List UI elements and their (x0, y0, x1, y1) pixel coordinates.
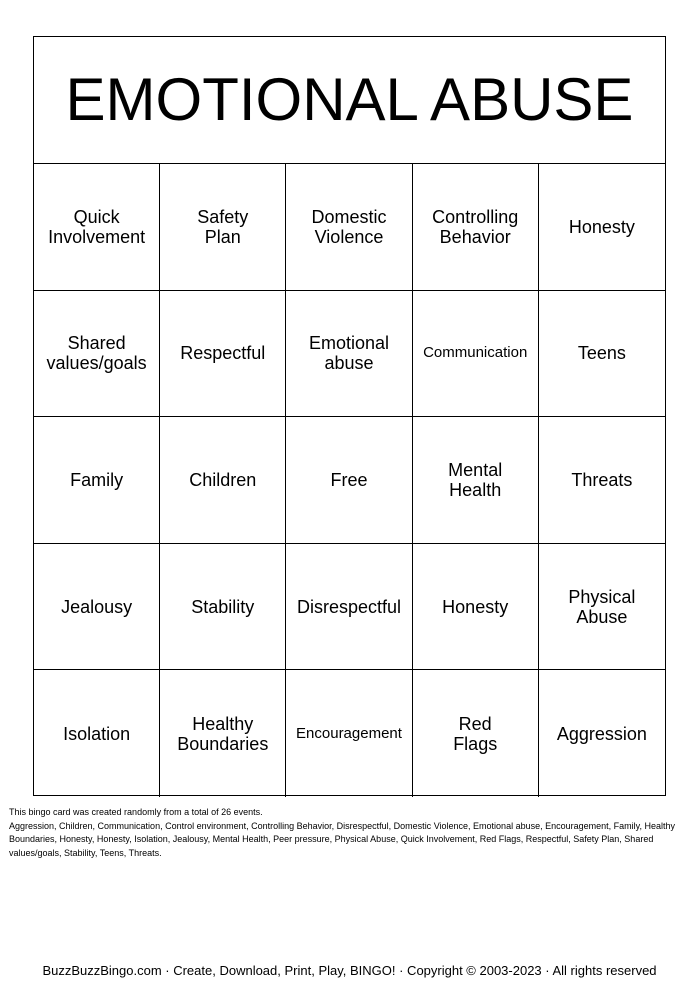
bingo-cell: Jealousy (34, 544, 160, 671)
bingo-cell: Physical Abuse (539, 544, 665, 671)
bingo-grid (34, 164, 665, 797)
bingo-cell: Quick Involvement (34, 164, 160, 291)
bingo-cell: Encouragement (286, 670, 412, 797)
bingo-cell: Domestic Violence (286, 164, 412, 291)
bingo-cell: Family (34, 417, 160, 544)
bingo-cell: Free (286, 417, 412, 544)
info-summary: This bingo card was created randomly from a total of 26 events. (9, 807, 263, 817)
bingo-card (33, 36, 666, 796)
bingo-cell: Emotional abuse (286, 291, 412, 418)
bingo-cell: Honesty (539, 164, 665, 291)
bingo-cell: Respectful (160, 291, 286, 418)
card-title: EMOTIONAL ABUSE (34, 37, 665, 164)
bingo-cell: Teens (539, 291, 665, 418)
bingo-cell: Red Flags (413, 670, 539, 797)
bingo-cell: Safety Plan (160, 164, 286, 291)
card-info (9, 806, 693, 860)
footer-credit: BuzzBuzzBingo.com · Create, Download, Print, Play, BINGO! · Copyright © 2003-2023 · All rights reserved (42, 963, 657, 978)
bingo-cell: Healthy Boundaries (160, 670, 286, 797)
bingo-cell: Isolation (34, 670, 160, 797)
bingo-cell: Communication (413, 291, 539, 418)
bingo-cell: Threats (539, 417, 665, 544)
bingo-cell: Aggression (556, 723, 647, 744)
bingo-cell: Shared values/goals (34, 291, 160, 418)
bingo-cell: Disrespectful (286, 544, 412, 671)
bingo-cell: Mental Health (413, 417, 539, 544)
bingo-cell: Children (160, 417, 286, 544)
bingo-cell: Stability (160, 544, 286, 671)
bingo-cell: Controlling Behavior (413, 164, 539, 291)
info-event-list: Aggression, Children, Communication, Control environment, Controlling Behavior, Disrespectful, Domestic Violence, Emotional abuse, Encouragement, Family, Healthy Boundaries, Honesty, Honesty, Isolation, Jealousy, Mental Health, Peer pressure, Physical Abuse, Quick Involvement, Red Flags, Respectful, Safety Plan, Shared values/goals, Stability, Teens, Threats. (9, 820, 675, 858)
bingo-cell: Honesty (413, 544, 539, 671)
